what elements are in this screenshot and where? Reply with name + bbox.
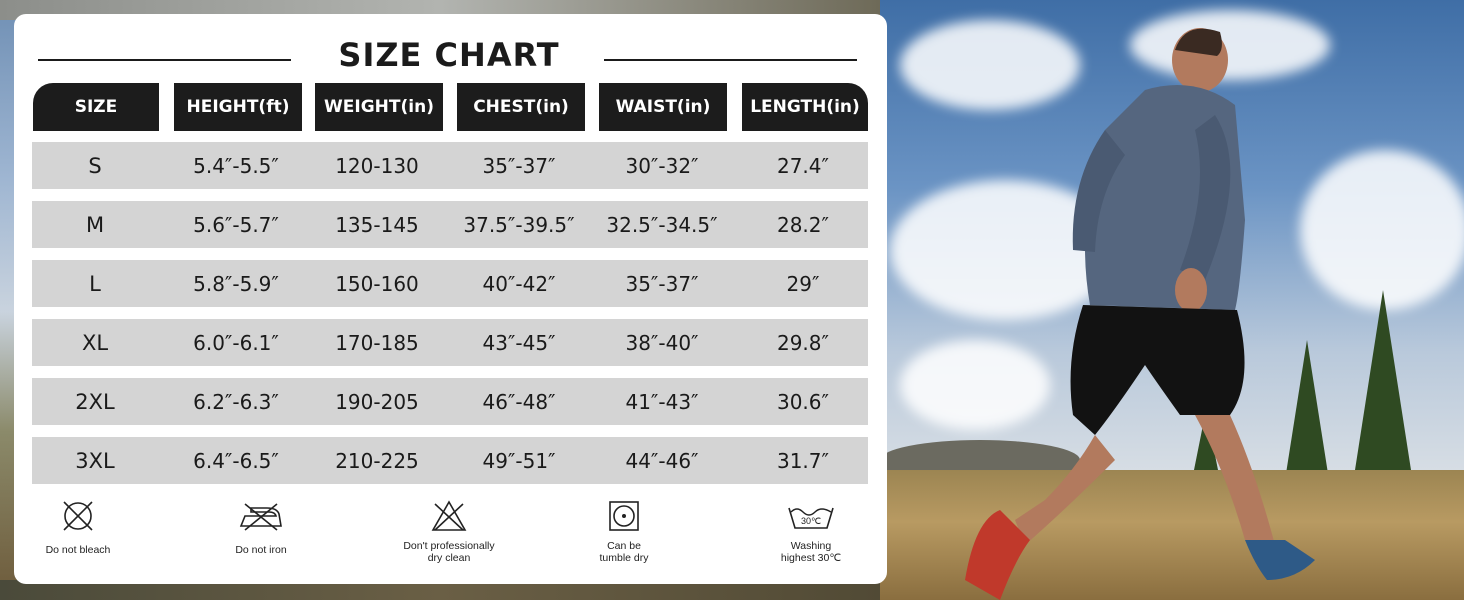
waist-cell: 44″-46″ (625, 448, 699, 473)
no-dry-clean-icon (429, 498, 469, 534)
size-cell: 2XL (75, 389, 115, 414)
care-item-wash-30 (741, 498, 881, 564)
care-item-no-dry-clean (379, 498, 519, 564)
waist-cell: 38″-40″ (625, 330, 699, 355)
column-header-weight: WEIGHT(in) (315, 83, 443, 131)
column-header-height: HEIGHT(ft) (174, 83, 302, 131)
column-header-size: SIZE (33, 83, 159, 131)
weight-cell: 210-225 (335, 448, 419, 473)
table-row (32, 437, 868, 484)
weight-cell: 190-205 (335, 389, 419, 414)
length-cell: 28.2″ (776, 212, 829, 237)
care-label: Washing highest 30℃ (780, 540, 842, 564)
title-divider-left (38, 59, 291, 61)
chest-cell: 40″-42″ (482, 271, 556, 296)
title-bar (14, 30, 887, 86)
height-cell: 5.6″-5.7″ (193, 212, 279, 237)
length-cell: 30.6″ (776, 389, 829, 414)
no-iron-icon (237, 498, 285, 534)
weight-cell: 150-160 (335, 271, 419, 296)
weight-cell: 170-185 (335, 330, 419, 355)
length-cell: 29.8″ (776, 330, 829, 355)
size-cell: XL (81, 330, 109, 355)
height-cell: 5.8″-5.9″ (193, 271, 279, 296)
care-item-no-bleach (8, 498, 148, 556)
size-cell: L (89, 271, 101, 296)
chest-cell: 43″-45″ (482, 330, 556, 355)
title-divider-right (604, 59, 857, 61)
waist-cell: 30″-32″ (625, 153, 699, 178)
wash-30-icon (786, 498, 836, 534)
wash-temperature: 30℃ (800, 516, 822, 526)
weight-cell: 120-130 (335, 153, 419, 178)
chest-cell: 35″-37″ (482, 153, 556, 178)
size-cell: S (88, 153, 102, 178)
table-row (32, 201, 868, 248)
waist-cell: 41″-43″ (625, 389, 699, 414)
waist-cell: 35″-37″ (625, 271, 699, 296)
table-row (32, 378, 868, 425)
care-item-no-iron (191, 498, 331, 556)
waist-cell: 32.5″-34.5″ (606, 212, 718, 237)
care-label: Do not bleach (45, 544, 111, 556)
size-chart-card (14, 14, 887, 584)
chest-cell: 37.5″-39.5″ (463, 212, 575, 237)
page-title: SIZE CHART (338, 36, 560, 74)
care-label: Can be tumble dry (599, 540, 649, 564)
chest-cell: 46″-48″ (482, 389, 556, 414)
tree (1355, 290, 1411, 470)
length-cell: 29″ (786, 271, 820, 296)
length-cell: 27.4″ (776, 153, 829, 178)
height-cell: 6.0″-6.1″ (193, 330, 279, 355)
table-row (32, 142, 868, 189)
tumble-dry-icon (606, 498, 642, 534)
height-cell: 6.4″-6.5″ (193, 448, 279, 473)
size-cell: M (85, 212, 105, 237)
length-cell: 31.7″ (776, 448, 829, 473)
runner-image (955, 20, 1355, 600)
table-row (32, 260, 868, 307)
care-label: Don't professionally dry clean (403, 540, 495, 564)
size-cell: 3XL (75, 448, 115, 473)
height-cell: 6.2″-6.3″ (193, 389, 279, 414)
care-item-tumble-dry (554, 498, 694, 564)
no-bleach-icon (60, 498, 96, 534)
column-header-waist: WAIST(in) (599, 83, 727, 131)
column-header-length: LENGTH(in) (742, 83, 868, 131)
care-label: Do not iron (235, 544, 287, 556)
height-cell: 5.4″-5.5″ (193, 153, 279, 178)
chest-cell: 49″-51″ (482, 448, 556, 473)
weight-cell: 135-145 (335, 212, 419, 237)
column-header-chest: CHEST(in) (457, 83, 585, 131)
table-row (32, 319, 868, 366)
